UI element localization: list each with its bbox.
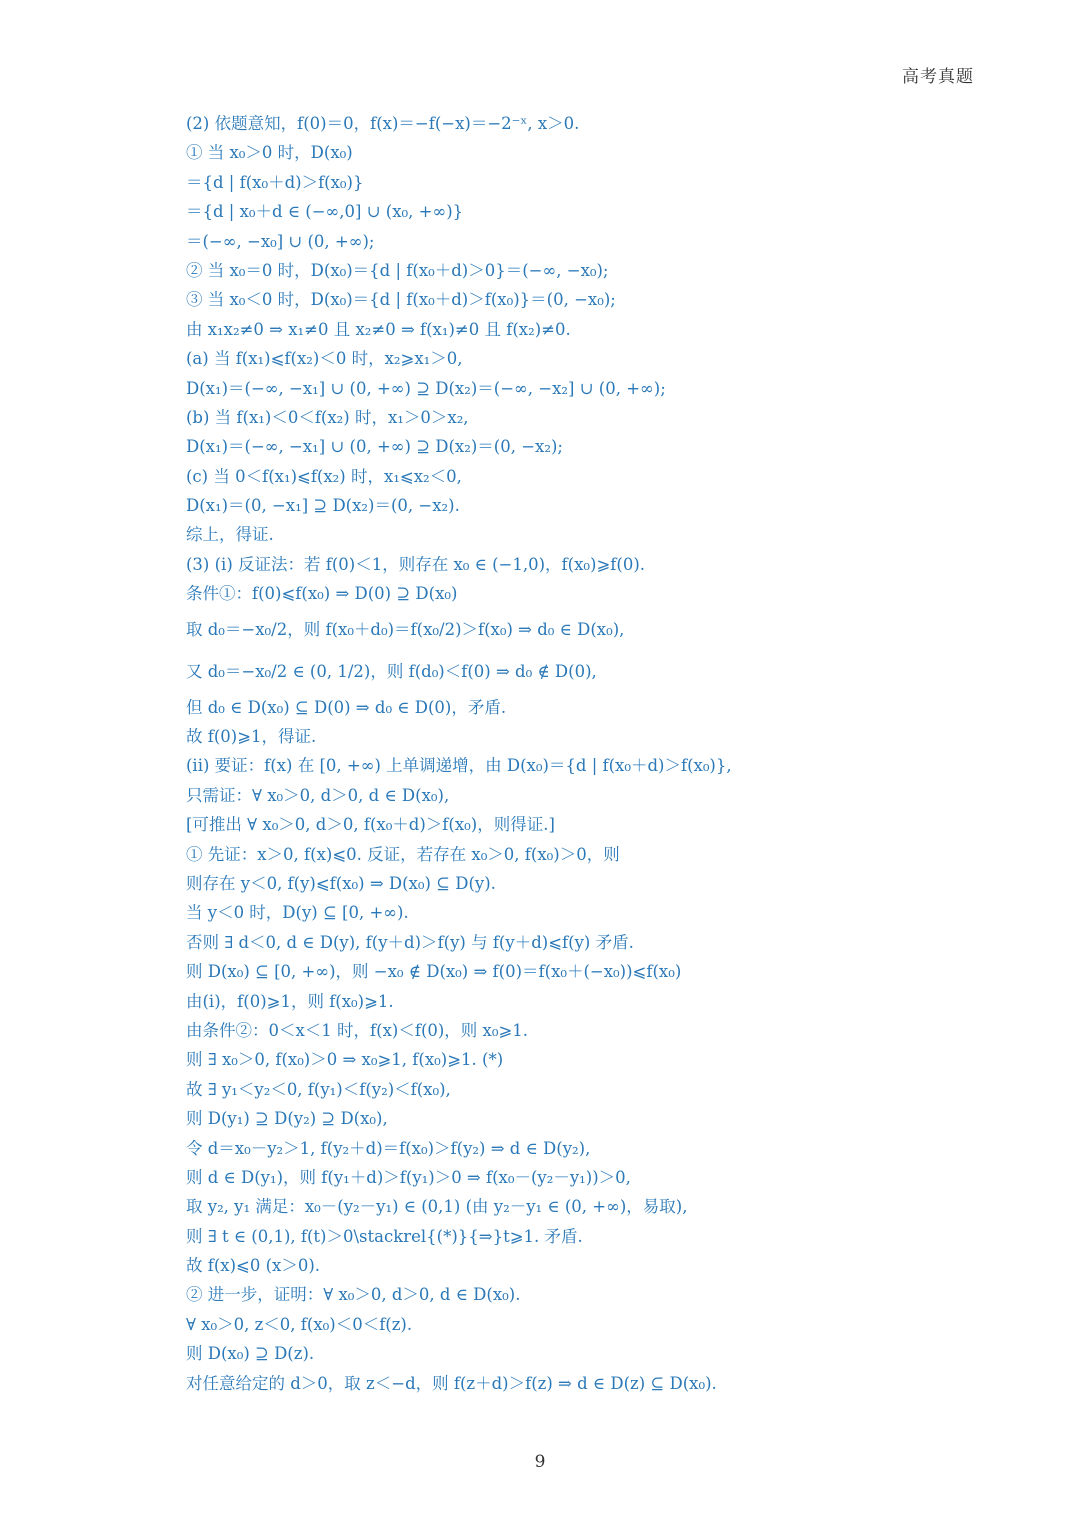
solution-line: (c) 当 0＜f(x₁)⩽f(x₂) 时，x₁⩽x₂＜0,	[186, 466, 462, 486]
solution-line: 则 D(x₀) ⊇ D(z).	[186, 1344, 315, 1364]
solution-line: [可推出 ∀ x₀＞0, d＞0, f(x₀＋d)＞f(x₀)，则得证.]	[186, 815, 555, 835]
solution-line: (a) 当 f(x₁)⩽f(x₂)＜0 时，x₂⩾x₁＞0,	[186, 349, 463, 369]
solution-line: 但 d₀ ∈ D(x₀) ⊆ D(0) ⇒ d₀ ∈ D(0)，矛盾.	[186, 697, 507, 717]
solution-line: (2) 依题意知，f(0)＝0，f(x)＝−f(−x)＝−2⁻ˣ, x＞0.	[186, 114, 580, 133]
page-number: 9	[534, 1452, 546, 1472]
page-header-title: 高考真题	[902, 67, 974, 87]
solution-line: 由条件②：0＜x＜1 时，f(x)＜f(0)，则 x₀⩾1.	[186, 1020, 529, 1040]
solution-line: 对任意给定的 d＞0，取 z＜−d，则 f(z＋d)＞f(z) ⇒ d ∈ D(z) ⊆ D(x₀).	[186, 1373, 717, 1393]
solution-line: 故 ∃ y₁＜y₂＜0, f(y₁)＜f(y₂)＜f(x₀),	[186, 1079, 451, 1099]
solution-line: ∀ x₀＞0, z＜0, f(x₀)＜0＜f(z).	[186, 1314, 413, 1334]
solution-line: 条件①：f(0)⩽f(x₀) ⇒ D(0) ⊇ D(x₀)	[186, 584, 458, 604]
solution-line: 否则 ∃ d＜0, d ∈ D(y), f(y＋d)＞f(y) 与 f(y＋d)⩽f(y) 矛盾.	[186, 932, 634, 952]
solution-line: ① 先证：x＞0, f(x)⩽0. 反证，若存在 x₀＞0, f(x₀)＞0，则	[186, 844, 620, 864]
solution-line: 则 ∃ x₀＞0, f(x₀)＞0 ⇒ x₀⩾1, f(x₀)⩾1. (*)	[186, 1050, 504, 1070]
solution-line: (b) 当 f(x₁)＜0＜f(x₂) 时，x₁＞0＞x₂,	[186, 407, 469, 427]
solution-line: 取 y₂, y₁ 满足：x₀－(y₂－y₁) ∈ (0,1) (由 y₂－y₁ ∈ (0, +∞)，易取),	[186, 1197, 688, 1217]
solution-line: 令 d＝x₀－y₂＞1, f(y₂＋d)＝f(x₀)＞f(y₂) ⇒ d ∈ D(y₂),	[186, 1138, 591, 1158]
solution-line: ③ 当 x₀＜0 时，D(x₀)＝{d | f(x₀＋d)＞f(x₀)}＝(0, −x₀);	[186, 290, 616, 310]
solution-line: 由 x₁x₂≠0 ⇒ x₁≠0 且 x₂≠0 ⇒ f(x₁)≠0 且 f(x₂)≠0.	[186, 319, 571, 339]
solution-line: (3) (i) 反证法：若 f(0)＜1，则存在 x₀ ∈ (−1,0)，f(x₀)⩾f(0).	[186, 554, 645, 574]
solution-line: 故 f(x)⩽0 (x＞0).	[186, 1256, 321, 1276]
solution-line: 只需证：∀ x₀＞0, d＞0, d ∈ D(x₀),	[186, 785, 450, 805]
solution-line: ① 当 x₀＞0 时，D(x₀)	[186, 143, 353, 163]
solution-line: D(x₁)＝(−∞, −x₁] ∪ (0, +∞) ⊇ D(x₂)＝(−∞, −x₂] ∪ (0, +∞);	[186, 378, 666, 398]
solution-line: (ii) 要证：f(x) 在 [0, +∞) 上单调递增，由 D(x₀)＝{d | f(x₀＋d)＞f(x₀)},	[186, 756, 732, 776]
solution-line: 综上，得证.	[186, 525, 274, 545]
solution-line: 则 ∃ t ∈ (0,1), f(t)＞0\stackrel{(*)}{⇒}t⩾1. 矛盾.	[186, 1226, 583, 1246]
solution-line: 则 D(y₁) ⊇ D(y₂) ⊇ D(x₀),	[186, 1109, 388, 1129]
solution-line: 当 y＜0 时，D(y) ⊆ [0, +∞).	[186, 903, 409, 923]
solution-line: 取 d₀＝−x₀/2，则 f(x₀＋d₀)＝f(x₀/2)＞f(x₀) ⇒ d₀ ∈ D(x₀),	[186, 619, 625, 639]
solution-line: ＝{d | f(x₀＋d)＞f(x₀)}	[186, 172, 364, 192]
solution-line: 故 f(0)⩾1，得证.	[186, 727, 317, 747]
solution-line: 则 D(x₀) ⊆ [0, +∞)，则 −x₀ ∉ D(x₀) ⇒ f(0)＝f(x₀＋(−x₀))⩽f(x₀)	[186, 962, 682, 982]
solution-line: D(x₁)＝(−∞, −x₁] ∪ (0, +∞) ⊇ D(x₂)＝(0, −x₂);	[186, 437, 563, 457]
solution-line: ＝(−∞, −x₀] ∪ (0, +∞);	[186, 231, 375, 251]
solution-line: ② 当 x₀＝0 时，D(x₀)＝{d | f(x₀＋d)＞0}＝(−∞, −x₀);	[186, 260, 609, 280]
solution-line: 则存在 y＜0, f(y)⩽f(x₀) ⇒ D(x₀) ⊆ D(y).	[186, 873, 496, 893]
solution-line: ② 进一步，证明：∀ x₀＞0, d＞0, d ∈ D(x₀).	[186, 1285, 521, 1305]
solution-line: 又 d₀＝−x₀/2 ∈ (0, 1/2)，则 f(d₀)＜f(0) ⇒ d₀ ∉ D(0),	[186, 661, 597, 681]
solution-body	[186, 109, 986, 1398]
solution-line: D(x₁)＝(0, −x₁] ⊇ D(x₂)＝(0, −x₂).	[186, 496, 460, 516]
solution-line: 则 d ∈ D(y₁)，则 f(y₁＋d)＞f(y₁)＞0 ⇒ f(x₀－(y₂－y₁))＞0,	[186, 1167, 631, 1187]
solution-line: 由(i)，f(0)⩾1，则 f(x₀)⩾1.	[186, 991, 394, 1011]
solution-line: ＝{d | x₀＋d ∈ (−∞,0] ∪ (x₀, +∞)}	[186, 202, 464, 222]
